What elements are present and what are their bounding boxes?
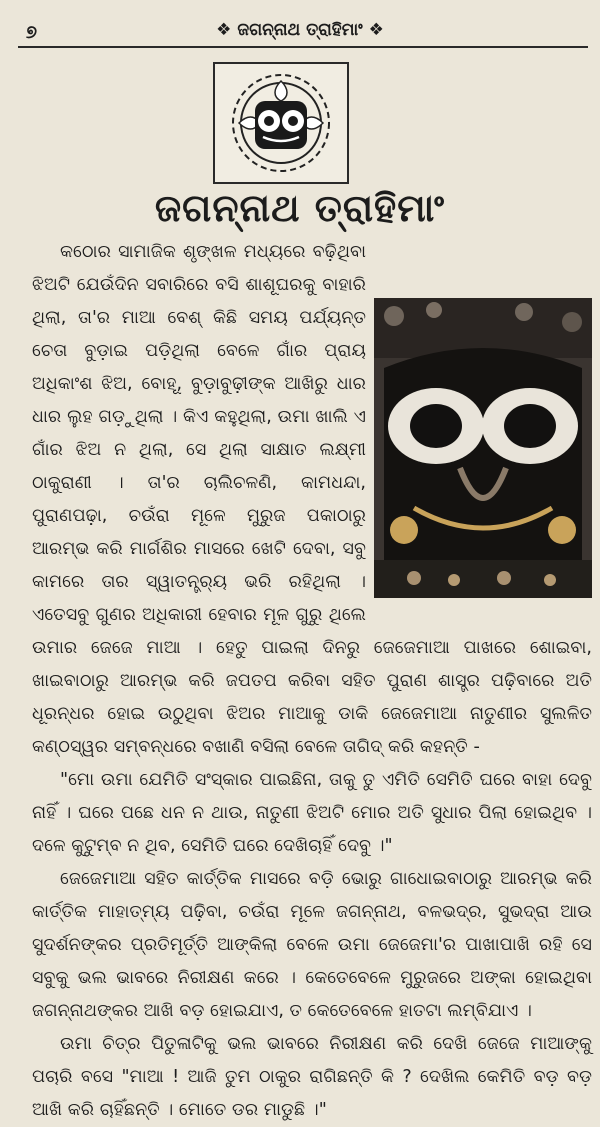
paragraph: ଜେଜେମାଆ ସହିତ କାର୍ତ୍ତିକ ମାସରେ ବଡ଼ି ଭୋରୁ ଗାଧୋଇବାଠାରୁ ଆରମ୍ଭ କରି କାର୍ତ୍ତିକ ମାହାତ୍ମ୍ୟ ପଢ଼ିବା, ଚଉଁରା ମୂଳେ ଜଗନ୍ନାଥ, ବଳଭଦ୍ର, ସୁଭଦ୍ରା ଆଉ ସୁଦର୍ଶନଙ୍କର ପ୍ରତିମୂର୍ତ୍ତି ଆଙ୍କିଲା ବେଳେ ଉମା ଜେଜେମା'ର ପାଖାପାଖି ରହି ସେ ସବୁକୁ ଭଲ ଭାବରେ ନିରୀକ୍ଷଣ କରେ । କେତେବେଳେ ମୁରୁଜରେ ଅଙ୍କା ହୋଇଥିବା ଜଗନ୍ନାଥଙ୍କର ଆଖି ବଡ଼ ହୋଇଯାଏ, ତ କେତେବେଳେ ହାତଟା ଲମ୍ବିଯାଏ । bbox=[32, 869, 592, 1021]
page-header bbox=[0, 0, 600, 46]
jagannath-emblem-icon bbox=[213, 62, 349, 184]
running-title: ❖ ଜଗନ୍ନାଥ ତ୍ରାହିମାଂ ❖ bbox=[216, 20, 384, 40]
jagannath-face-photo bbox=[374, 298, 592, 598]
page-number: ୭ bbox=[26, 22, 38, 43]
paragraph: କଠୋର ସାମାଜିକ ଶୃଙ୍ଖଳ ମଧ୍ୟରେ ବଢ଼ିଥିବା ଝିଅଟି ଯେଉଁଦିନ ସବାରିରେ ବସି ଶାଶୂଘରକୁ ବାହାରି ଥିଲା, ତା'ର ମାଆ ବେଶ୍ କିଛି ସମୟ ପର୍ଯ୍ୟନ୍ତ ଚେତା ବୁଡ଼ାଇ ପଡ଼ିଥିଲା ବେଳେ ଗାଁର ପ୍ରାୟ ଅଧିକାଂଶ ଝିଅ, ବୋହୂ, ବୁଡ଼ାବୁଢ଼ୀଙ୍କ ଆଖିରୁ ଧାର ଧାର ଲୁହ ଗଡ଼ୁଥିଲା । କିଏ କହୁଥିଲା, ଉମା ଖାଲି ଏ ଗାଁର ଝିଅ ନ ଥିଲା, ସେ ଥିଲା ସାକ୍ଷାତ ଲକ୍ଷ୍ମୀ ଠାକୁରାଣୀ । ତା'ର ଚାଲିଚଳଣି, କାମଧନ୍ଦା, ପୁରାଣପଢ଼ା, ଚଉଁରା ମୂଳେ ମୁରୁଜ ପକାଠାରୁ ଆରମ୍ଭ କରି ମାର୍ଗଶିର ମାସରେ ଖେଟି ଦେବା, ସବୁ କାମରେ ତାର ସ୍ୱାତନ୍ତ୍ର୍ୟ ଭରି ରହିଥିଲା । ଏତେସବୁ ଗୁଣର ଅଧିକାରୀ ହେବାର ମୂଳ ଗୁରୁ ଥିଲେ ଉମାର ଜେଜେ ମାଆ । ହେତୁ ପାଇଲା ଦିନରୁ ଜେଜେମାଆ ପାଖରେ ଶୋଇବା, ଖାଇବାଠାରୁ ଆରମ୍ଭ କରି ଜପତପ କରିବା ସହିତ ପୁରାଣ ଶାସ୍ତ୍ର ପଢ଼ିବାରେ ଅତି ଧୂରନ୍ଧର ହୋଇ ଉଠୁଥିବା ଝିଅର ମାଆକୁ ଡାକି ଜେଜେମାଆ ନାତୁଣୀର ସୁଲଳିତ କଣ୍ଠସ୍ୱର ସମ୍ବନ୍ଧରେ ବଖାଣି ବସିଲା ବେଳେ ତାଗିଦ୍ କରି କହନ୍ତି - bbox=[32, 242, 592, 757]
article-title: ଜଗନ୍ନାଥ ତ୍ରାହିମାଂ bbox=[154, 186, 446, 230]
article-body bbox=[32, 236, 592, 1127]
paragraph: ଉମା ଚିତ୍ର ପିତୁଳାଟିକୁ ଭଲ ଭାବରେ ନିରୀକ୍ଷଣ କରି ଦେଖି ଜେଜେ ମାଆଙ୍କୁ ପଚାରି ବସେ "ମାଆ ! ଆଜି ତୁମ ଠାକୁର ରାଗିଛନ୍ତି କି ? ଦେଖିଲ କେମିତି ବଡ଼ ବଡ଼ ଆଖି କରି ଚାହିଁଛନ୍ତି । ମୋତେ ଡର ମାଡୁଛି ।" bbox=[32, 1034, 592, 1120]
paragraph: "ମୋ ଉମା ଯେମିତି ସଂସ୍କାର ପାଇଛିନା, ତାକୁ ତୁ ଏମିତି ସେମିତି ଘରେ ବାହା ଦେବୁ ନାହିଁ । ଘରେ ପଛେ ଧନ ନ ଥାଉ, ନାତୁଣୀ ଝିଅଟି ମୋର ଅତି ସୁଧାର ପିଲା ହୋଇଥିବ । ଦଳେ କୁଟୁମ୍ବ ନ ଥିବ, ସେମିତି ଘରେ ଦେଖିଚାହିଁ ଦେବୁ ।" bbox=[32, 770, 592, 856]
header-divider bbox=[18, 46, 588, 48]
